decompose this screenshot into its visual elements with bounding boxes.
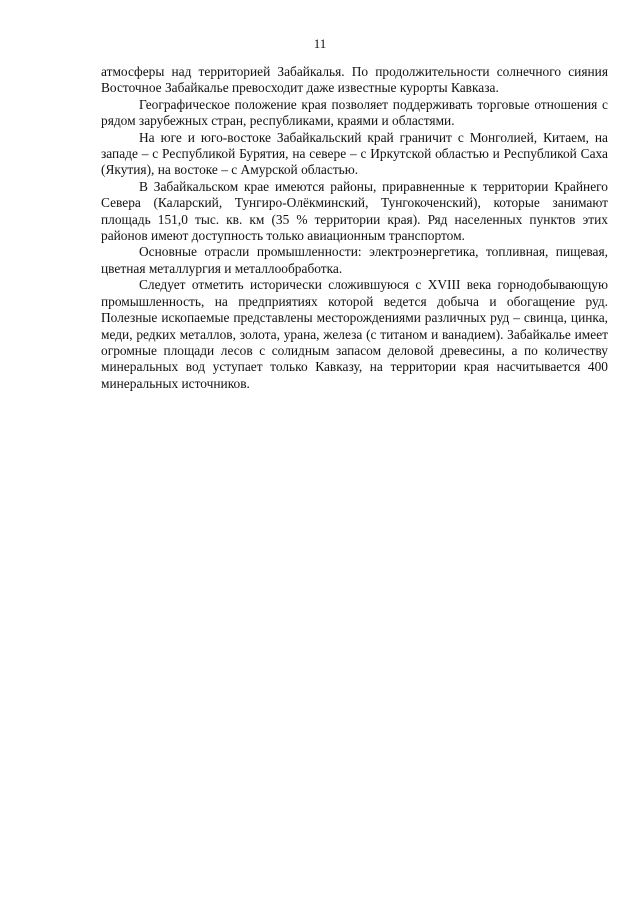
paragraph-far-north-districts: В Забайкальском крае имеются районы, приравненные к территории Крайнего Севера (Каларский, Тунгиро-Олёкминский, Тунгокоченский), которые занимают площадь 151,0 тыс. кв. км (35 % территории края). Ряд населенных пунктов этих районов имеют доступность только авиационным транспортом.: [101, 178, 608, 244]
document-body: [101, 64, 608, 392]
paragraph-borders: На юге и юго-востоке Забайкальский край граничит с Монголией, Китаем, на западе – с Республикой Бурятия, на севере – с Иркутской областью и Республикой Саха (Якутия), на востоке – с Амурской областью.: [101, 129, 608, 178]
page-number: 11: [313, 36, 327, 51]
paragraph-geographic-position: Географическое положение края позволяет поддерживать торговые отношения с рядом зарубежных стран, республиками, краями и областями.: [101, 96, 608, 129]
paragraph-continuation: атмосферы над территорией Забайкалья. По продолжительности солнечного сияния Восточное Забайкалье превосходит даже известные курорты Кавказа.: [101, 64, 608, 96]
paragraph-mining-resources: Следует отметить исторически сложившуюся с XVIII века горнодобывающую промышленность, на предприятиях которой ведется добыча и обогащение руд. Полезные ископаемые представлены месторождениями различных руд – свинца, цинка, меди, редких металлов, золота, урана, железа (с титаном и ванадием). Забайкалье имеет огромные площади лесов с солидным запасом деловой древесины, а по количеству минеральных вод уступает только Кавказу, на территории края насчитывается 400 минеральных источников.: [101, 277, 608, 391]
paragraph-industry: Основные отрасли промышленности: электроэнергетика, топливная, пищевая, цветная металлургия и металлообработка.: [101, 244, 608, 276]
